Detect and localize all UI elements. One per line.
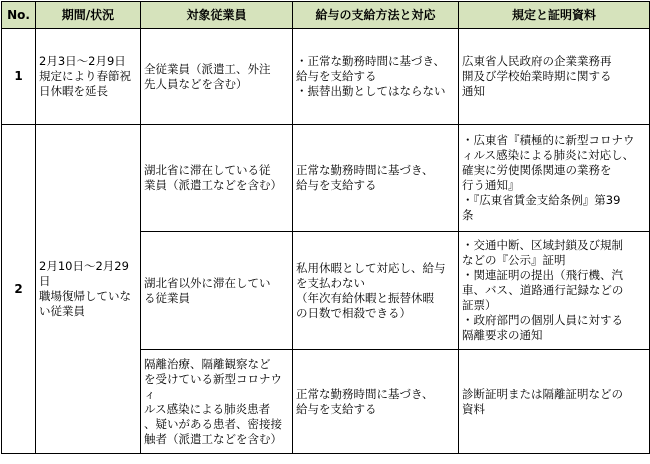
row-number: 1 — [2, 29, 36, 125]
header-row — [2, 2, 650, 29]
pay-cell: 正常な勤務時間に基づき、 給与を支給する — [293, 350, 459, 454]
header-no: No. — [2, 2, 36, 29]
target-cell: 湖北省に滞在している従 業員（派遣工などを含む） — [141, 125, 293, 232]
header-basis: 規定と証明資料 — [459, 2, 650, 29]
target-cell: 隔離治療、隔離観察など を受けている新型コロナウィ ルス感染による肺炎患者 、疑いがある患者、密接接 触者（派遣工などを含む） — [141, 350, 293, 454]
basis-cell: 診断証明または隔離証明などの 資料 — [459, 350, 650, 454]
table-row — [2, 125, 650, 232]
period-cell: 2月10日～2月29 日 職場復帰していな い従業員 — [36, 125, 141, 454]
row-number: 2 — [2, 125, 36, 454]
table-row — [2, 29, 650, 125]
basis-cell: ・広東省『積極的に新型コロナウ ィルス感染による肺炎に対応し、 確実に労使関係関連の業務を 行う通知』 ・『広東省賃金支給条例』第39 条 — [459, 125, 650, 232]
pay-cell: ・正常な勤務時間に基づき、 給与を支給する ・振替出勤としてはならない — [293, 29, 459, 125]
policy-table-container — [0, 1, 650, 464]
policy-table — [1, 1, 650, 454]
pay-cell: 私用休暇として対応し、給与 を支払わない （年次有給休暇と振替休暇 の日数で相殺できる） — [293, 232, 459, 350]
pay-cell: 正常な勤務時間に基づき、 給与を支給する — [293, 125, 459, 232]
header-period: 期間/状況 — [36, 2, 141, 29]
period-cell: 2月3日～2月9日 規定により春節祝 日休暇を延長 — [36, 29, 141, 125]
basis-cell: ・交通中断、区域封鎖及び規制 などの『公示』証明 ・関連証明の提出（飛行機、汽 車、バス、道路通行記録などの 証票） ・政府部門の個別人員に対する 隔離要求の通知 — [459, 232, 650, 350]
target-cell: 全従業員（派遣工、外注 先人員などを含む） — [141, 29, 293, 125]
header-target: 対象従業員 — [141, 2, 293, 29]
basis-cell: 広東省人民政府の企業業務再 開及び学校始業時期に関する 通知 — [459, 29, 650, 125]
header-pay: 給与の支給方法と対応 — [293, 2, 459, 29]
target-cell: 湖北省以外に滞在してい る従業員 — [141, 232, 293, 350]
